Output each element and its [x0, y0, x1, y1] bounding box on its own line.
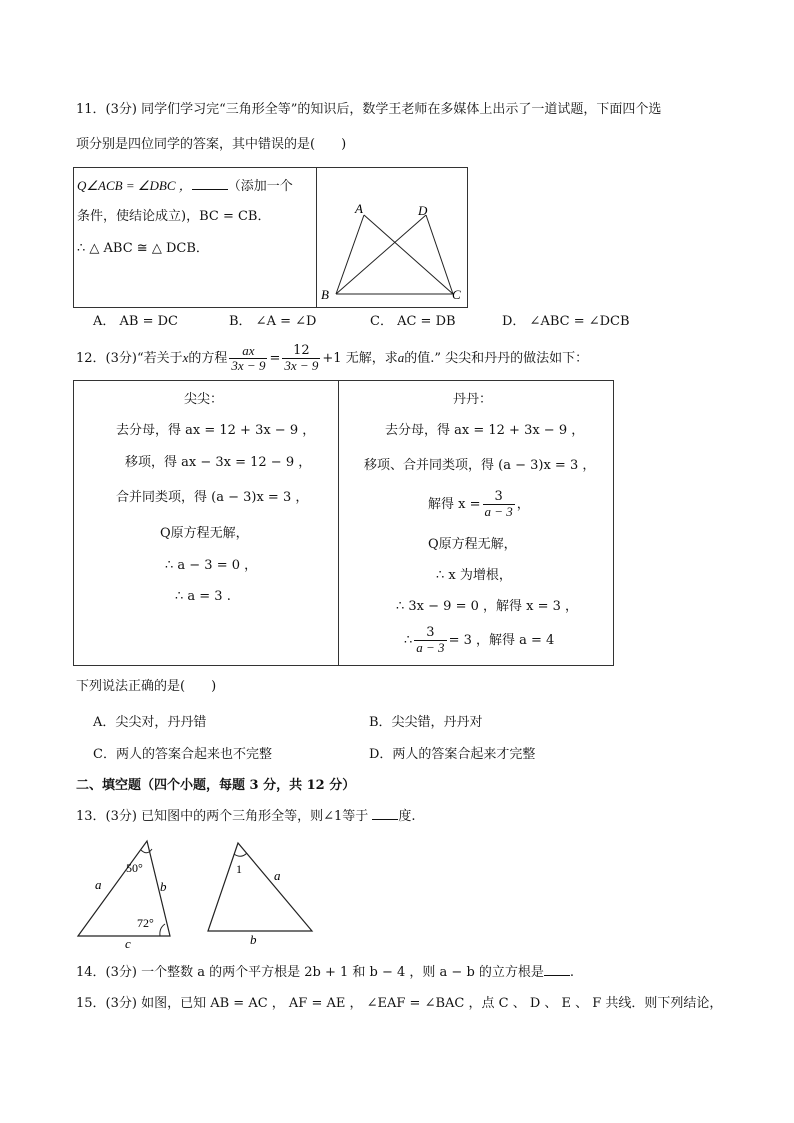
- q11-answer-blank: [192, 177, 228, 190]
- q12-option-a[interactable]: A．尖尖对，丹丹错: [93, 715, 207, 730]
- q12-var-x: x: [182, 350, 189, 365]
- q12-right-step3-suffix: ，: [516, 497, 530, 512]
- q13-tri1-angle-50: 50°: [126, 861, 143, 875]
- q11-label-a: A: [355, 201, 363, 216]
- q12-right-frac2-num: 3: [414, 626, 446, 641]
- q11-box-line1: [77, 177, 293, 196]
- q12-left-step6: ∴ a = 3 .: [175, 589, 231, 604]
- q13-text-part1: 13．(3分) 已知图中的两个三角形全等，则∠1等于: [76, 809, 369, 824]
- q12-option-b[interactable]: B．尖尖错，丹丹对: [369, 715, 483, 730]
- q12-table-divider: [338, 380, 339, 665]
- q11-option-b[interactable]: B． ∠A = ∠D: [229, 314, 317, 329]
- q12-right-step7: [404, 626, 554, 655]
- q12-right-step7-prefix: ∴: [404, 633, 413, 648]
- q13-tri2-angle-1: 1: [236, 862, 242, 876]
- q13-text: [76, 807, 416, 826]
- q12-intro-part2: 的方程: [188, 351, 228, 366]
- q11-box-hint: （添加一个: [227, 179, 293, 194]
- q12-right-frac2-den: a − 3: [416, 640, 445, 655]
- q12-right-fraction-1: [483, 490, 515, 519]
- q12-frac1-den: 3x − 9: [231, 358, 266, 373]
- q12-intro-part3: +1 无解，求: [322, 351, 398, 366]
- q13-triangle-1: [78, 841, 170, 936]
- q12-right-step3-prefix: 解得 x =: [428, 497, 481, 512]
- q11-given-condition: Q∠ACB = ∠DBC ，: [77, 178, 192, 193]
- q12-question: 下列说法正确的是( ): [76, 679, 217, 694]
- q12-option-d[interactable]: D．两人的答案合起来才完整: [369, 747, 536, 762]
- q14-text-part1: 14．(3分) 一个整数 a 的两个平方根是 2b + 1 和 b − 4 ，则 a − b 的立方根是: [76, 965, 544, 980]
- q12-right-step3: [428, 490, 530, 519]
- q12-frac2-num: 12: [282, 344, 320, 359]
- q12-left-step3: 合并同类项，得 (a − 3)x = 3 ，: [116, 490, 309, 505]
- q12-equals: =: [269, 351, 281, 366]
- q11-text-line1: 11．(3分) 同学们学习完“三角形全等”的知识后，数学王老师在多媒体上出示了一道试题，下面四个选: [76, 102, 662, 117]
- q12-frac2-den: 3x − 9: [284, 358, 319, 373]
- q12-left-title: 尖尖：: [184, 392, 224, 407]
- q14-answer-blank: [544, 963, 570, 976]
- q12-right-frac1-den: a − 3: [484, 504, 513, 519]
- q11-text-line2: 项分别是四位同学的答案，其中错误的是( ): [76, 137, 347, 152]
- q12-left-step1: 去分母，得 ax = 12 + 3x − 9 ，: [116, 423, 316, 438]
- q13-tri1-side-b: b: [160, 879, 167, 894]
- q13-tri2-side-a: a: [274, 868, 281, 883]
- q14-text: [76, 963, 574, 982]
- q12-left-step2: 移项，得 ax − 3x = 12 − 9 ，: [125, 455, 312, 470]
- q12-right-step2: 移项、合并同类项，得 (a − 3)x = 3 ，: [364, 458, 596, 473]
- q12-right-step4: Q原方程无解，: [428, 537, 517, 552]
- q12-left-step5: ∴ a − 3 = 0 ，: [165, 558, 258, 573]
- q11-label-c: C: [452, 287, 461, 302]
- q12-option-c[interactable]: C．两人的答案合起来也不完整: [93, 747, 272, 762]
- q13-tri2-angle-arc: [234, 853, 247, 856]
- q11-label-d: D: [418, 203, 428, 218]
- q13-tri2-side-b: b: [250, 932, 257, 947]
- q11-label-b: B: [321, 287, 329, 302]
- q12-right-step1: 去分母，得 ax = 12 + 3x − 9 ，: [385, 423, 585, 438]
- q12-intro-part4: 的值.” 尖尖和丹丹的做法如下：: [404, 351, 589, 366]
- section-2-heading: 二、填空题（四个小题，每题 3 分，共 12 分）: [76, 778, 356, 793]
- q12-right-title: 丹丹：: [453, 392, 493, 407]
- q11-option-a[interactable]: A． AB = DC: [93, 314, 178, 329]
- q14-text-part2: .: [569, 965, 575, 980]
- q12-intro: [76, 344, 588, 373]
- q13-tri1-side-a: a: [95, 877, 102, 892]
- q13-triangle-2: [208, 843, 312, 931]
- q11-option-c[interactable]: C． AC = DB: [370, 314, 456, 329]
- q13-tri1-angle-72: 72°: [137, 916, 154, 930]
- q11-option-d[interactable]: D． ∠ABC = ∠DCB: [502, 314, 630, 329]
- q12-frac1-num: ax: [229, 344, 267, 359]
- q12-intro-part1: 12．(3分)“若关于: [76, 351, 183, 366]
- q12-right-step5: ∴ x 为增根，: [436, 568, 512, 583]
- q11-box-line3: ∴ △ ABC ≅ △ DCB．: [77, 241, 209, 256]
- q12-right-fraction-2: [414, 626, 446, 655]
- q13-tri1-side-c: c: [125, 936, 131, 948]
- q12-right-step7-suffix: = 3 ，解得 a = 4: [448, 633, 555, 648]
- q15-text: 15．(3分) 如图，已知 AB = AC ， AF = AE ， ∠EAF = ∠BAC ，点 C 、 D 、 E 、 F 共线．则下列结论，: [76, 996, 723, 1011]
- q13-tri1-angle-arc-right: [160, 924, 165, 936]
- q11-box-line2: 条件，使结论成立)，BC = CB．: [77, 209, 271, 224]
- q12-fraction-1: [229, 344, 267, 373]
- q12-var-a: a: [397, 350, 405, 365]
- q13-tri1-angle-arc-top: [141, 849, 152, 853]
- q12-right-step6: ∴ 3x − 9 = 0 ，解得 x = 3 ，: [396, 599, 579, 614]
- q12-fraction-2: [282, 344, 320, 373]
- q13-answer-blank: [372, 807, 398, 820]
- q12-right-frac1-num: 3: [483, 490, 515, 505]
- q13-triangles-figure: [70, 836, 320, 948]
- q12-left-step4: Q原方程无解，: [160, 526, 249, 541]
- q11-quadrilateral-figure: [317, 168, 465, 306]
- q13-text-part2: 度.: [398, 809, 416, 824]
